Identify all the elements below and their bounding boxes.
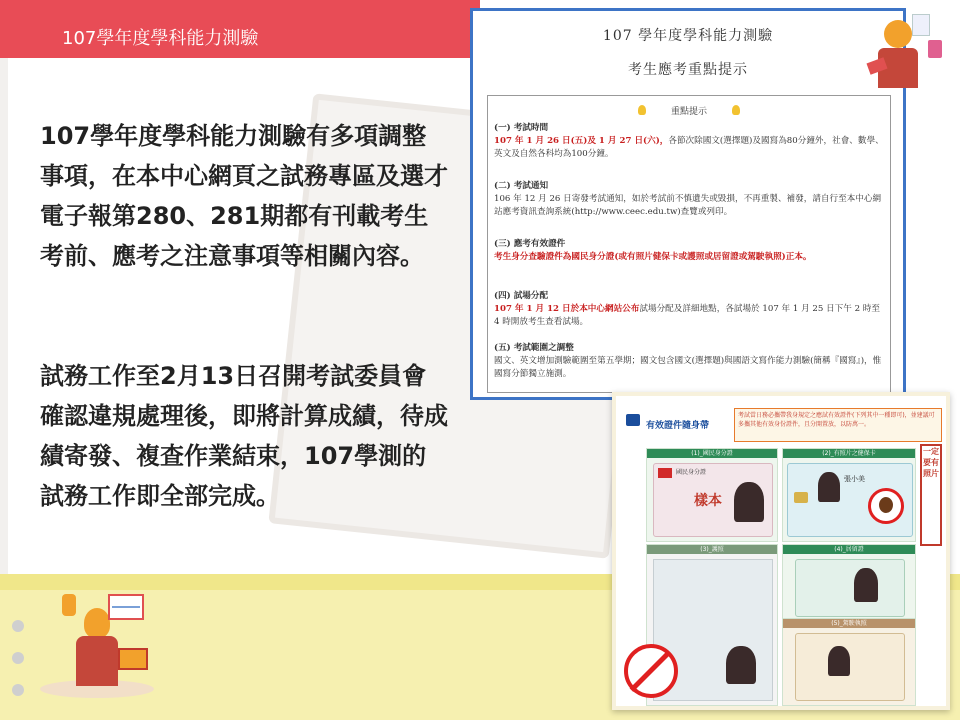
cartoon-face-icon <box>879 497 893 513</box>
binder-dot <box>12 620 24 632</box>
document-icon <box>912 14 930 36</box>
sample-stamp: 樣本 <box>694 493 722 509</box>
laptop-icon <box>118 648 148 670</box>
body-paragraph-1: 107學年度學科能力測驗有多項調整事項，在本中心網頁之試務專區及選才電子報第280、281期都有刊載考生考前、應考之注意事項等相關內容。 <box>40 122 448 270</box>
portrait-photo <box>734 482 764 522</box>
photo-required-note: 一定要有照片 <box>920 444 942 546</box>
section-highlight: 107 年 1 月 26 日(五)及 1 月 27 日(六)， <box>494 136 669 146</box>
slide-title: 107學年度學科能力測驗 <box>62 28 259 49</box>
section-text: 試場分配及詳細地點，各試場於 107 年 1 月 25 日下午 2 時至 4 時開放考生查看試場。 <box>494 304 880 327</box>
portrait-photo <box>854 568 878 602</box>
section-heading: (三) 應考有效證件 <box>494 239 566 249</box>
label-national-id: (1)_國民身分證 <box>647 449 777 458</box>
section-valid-id <box>494 238 886 264</box>
portrait-photo <box>828 646 850 676</box>
no-student-card-icon <box>624 644 678 698</box>
chip-icon <box>794 492 808 503</box>
label-passport: (3)_護照 <box>647 545 777 554</box>
label-residence-permit: (4)_居留證 <box>783 545 915 554</box>
license-card <box>795 633 905 701</box>
person-body-icon <box>76 636 118 686</box>
portrait-photo <box>726 646 756 684</box>
section-scope-adjustment <box>494 342 886 381</box>
person-head-icon <box>884 20 912 48</box>
section-heading: (五) 考試範圍之調整 <box>494 343 574 353</box>
national-id-card <box>653 463 773 537</box>
tips-heading: 重點提示 <box>670 107 707 117</box>
mail-flap <box>112 598 140 608</box>
health-card-panel <box>782 448 916 542</box>
driving-license-panel <box>782 618 916 706</box>
exam-notice-document <box>470 8 906 400</box>
section-exam-time <box>494 122 886 161</box>
card-title: 國民身分證 <box>676 469 707 476</box>
person-head-icon <box>84 608 110 638</box>
photo-highlight-circle <box>868 488 904 524</box>
document-subtitle: 考生應考重點提示 <box>628 62 748 78</box>
label-health-card: (2)_有照片之健保卡 <box>783 449 915 458</box>
binder-dot <box>12 684 24 696</box>
health-card <box>787 463 913 537</box>
mail-icon <box>108 594 144 620</box>
id-card-panel <box>646 448 778 542</box>
residence-card <box>795 559 905 617</box>
raised-hand-icon <box>62 594 76 616</box>
section-heading: (四) 試場分配 <box>494 291 549 301</box>
section-exam-notice <box>494 180 886 219</box>
section-room-assignment <box>494 290 886 329</box>
section-text: 106 年 12 月 26 日寄發考試通知，如於考試前不慎遺失或毀損，不再重製、補發，請自行至本中心網站應考資訊查詢系統(http://www.ceec.edu.tw)查覽或列印。 <box>494 194 882 217</box>
binder-dot <box>12 652 24 664</box>
tips-box <box>487 95 891 393</box>
bulb-icon <box>732 105 740 115</box>
residence-permit-panel <box>782 544 916 620</box>
body-paragraph-2: 試務工作至2月13日召開考試委員會確認違規處理後，即將計算成績，待成績寄發、複查作業結束，107學測的試務工作即全部完成。 <box>40 362 448 510</box>
megaphone-icon <box>626 414 640 426</box>
poster-note: 考試當日務必攜帶我身規定之應試有效證件(下列其中一種即可)，並建議可多攜其他有效身份證件，且分開置放，以防萬一。 <box>734 408 942 442</box>
section-heading: (二) 考試通知 <box>494 181 549 191</box>
section-heading: (一) 考試時間 <box>494 123 549 133</box>
flag-icon <box>658 468 672 478</box>
label-driving-license: (5)_駕駛執照 <box>783 619 915 628</box>
poster-heading: 有效證件隨身帶 <box>646 421 710 431</box>
phone-icon <box>928 40 942 58</box>
section-highlight: 考生身分查驗證件為國民身分證(或有照片健保卡或護照或居留證或駕駛執照)正本。 <box>494 252 812 262</box>
document-title: 107 學年度學科能力測驗 <box>602 28 774 44</box>
portrait-photo <box>818 472 840 502</box>
section-highlight: 107 年 1 月 12 日於本中心網站公布 <box>494 304 640 314</box>
card-holder-name: 張小美 <box>844 475 865 483</box>
section-text: 各節次除國文(選擇題)及國寫為80分鐘外，社會、數學、英文及自然各科均為100分鐘。 <box>494 136 884 159</box>
section-text: 國文、英文增加測驗範圍至第五學期；國文包含國文(選擇題)與國語文寫作能力測驗(簡稱『國寫』)，惟國寫分節獨立施測。 <box>494 356 882 379</box>
valid-id-poster <box>612 392 950 710</box>
